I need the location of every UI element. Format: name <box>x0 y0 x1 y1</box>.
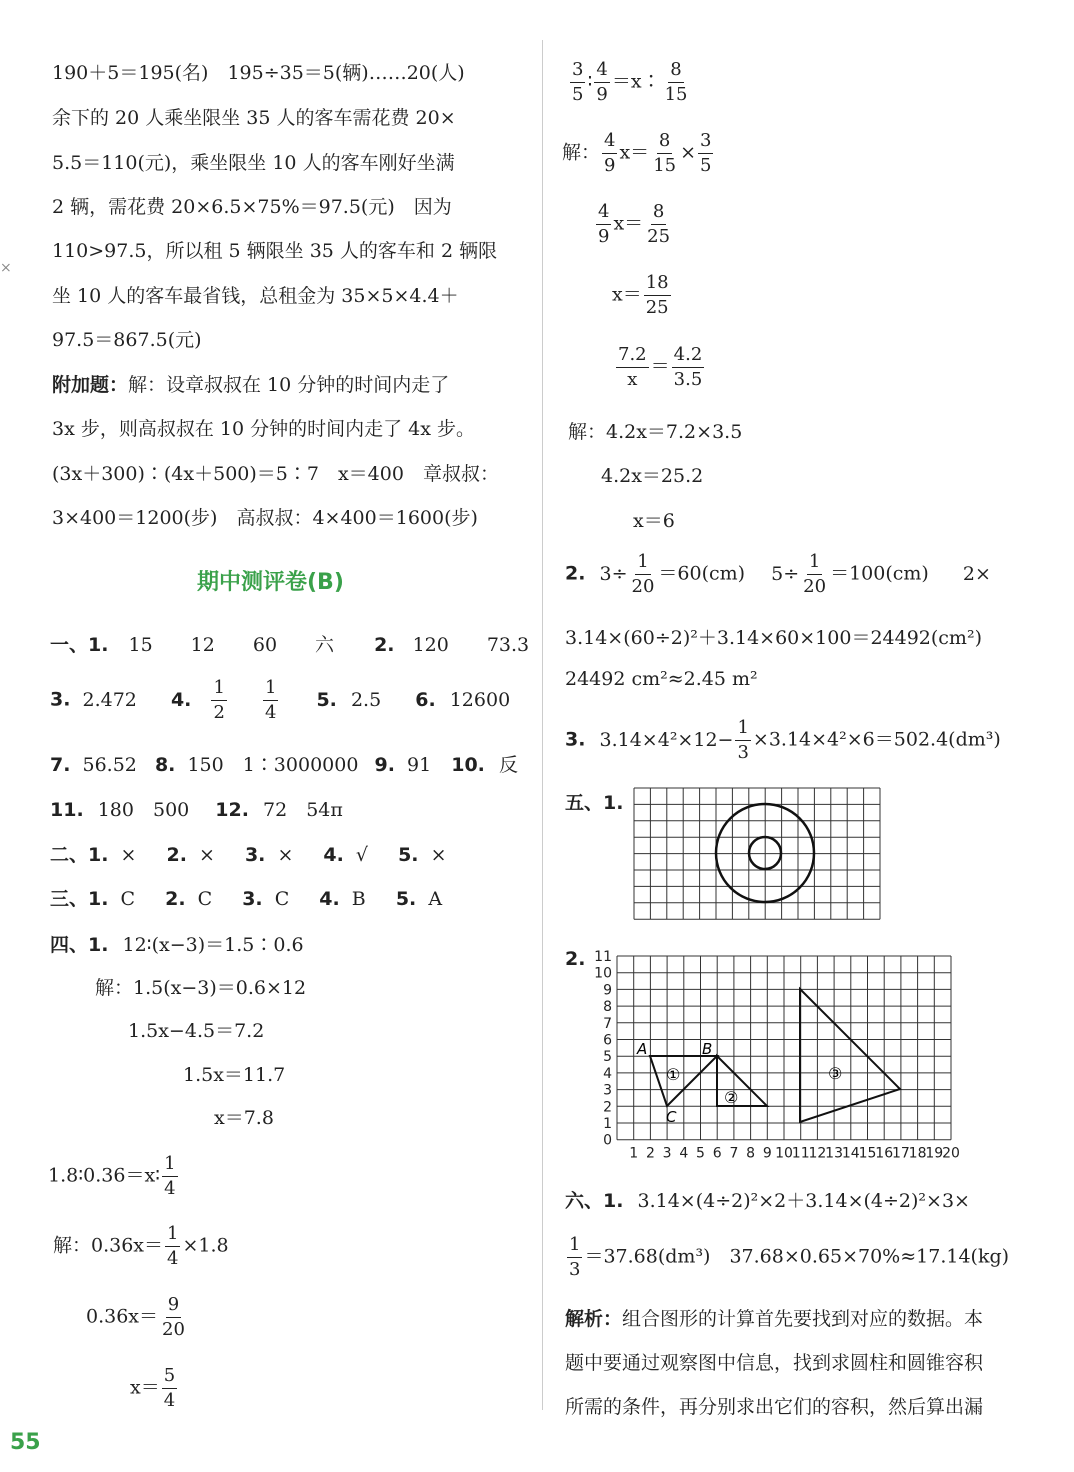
answer: 12600 <box>449 688 511 711</box>
equation-step: x＝7.8 <box>214 1107 274 1129</box>
coordinate-grid <box>590 944 970 1164</box>
page-number: 55 <box>10 1430 41 1455</box>
section-label: 三、 <box>50 888 89 910</box>
equation-step: 解：1.5(x−3)＝0.6×12 <box>95 977 307 999</box>
question-2: 2. 3÷ $\frac{1}{20}$ ＝60(cm) 5÷ $\frac{1}{20}$ ＝100(cm) 2× <box>565 551 991 597</box>
equation-step: 1.5x−4.5＝7.2 <box>128 1020 265 1042</box>
label-shape-3: ③ <box>828 1064 843 1083</box>
x-tick-label: 19 <box>925 1145 944 1162</box>
section-title: 期中测评卷(B) <box>197 570 344 595</box>
text-line: 3x 步，则高叔叔在 10 分钟的时间内走了 4x 步。 <box>52 418 475 440</box>
text-line: 110>97.5，所以租 5 辆限坐 35 人的客车和 2 辆限 <box>52 240 498 262</box>
equation-step: 1.5x＝11.7 <box>183 1064 286 1086</box>
x-tick-label: 17 <box>891 1145 910 1162</box>
x-tick-label: 9 <box>762 1145 772 1162</box>
x-tick-label: 11 <box>791 1145 810 1162</box>
label-b: B <box>702 1040 713 1058</box>
circle-grid <box>632 786 882 920</box>
equation: $\frac{3}{5}$ ∶ $\frac{4}{9}$ ＝x∶ $\frac{8}{15}$ <box>572 59 688 105</box>
equation-step: 解：0.36x＝ $\frac{1}{4}$ ×1.8 <box>53 1223 229 1269</box>
y-tick-label: 8 <box>603 999 612 1016</box>
text-line: 解：设章叔叔在 10 分钟的时间内走了 <box>128 374 450 396</box>
label-shape-1: ① <box>666 1065 681 1084</box>
equation: 12∶(x−3)＝1.5∶0.6 <box>122 934 304 956</box>
fraction: $\frac{1}{2}$ <box>213 677 225 723</box>
x-tick-label: 15 <box>858 1145 877 1162</box>
x-tick-label: 18 <box>908 1145 927 1162</box>
y-tick-label: 0 <box>603 1132 612 1149</box>
label-a: A <box>637 1040 648 1058</box>
x-tick-label: 10 <box>775 1145 793 1162</box>
x-tick-label: 5 <box>696 1145 705 1162</box>
item-label: 12. <box>215 799 249 821</box>
answer-row-2 <box>50 676 510 725</box>
section-3-row: 三、1. C 2. C 3. C 4. B 5. A <box>50 888 443 910</box>
x-tick-label: 16 <box>875 1145 894 1162</box>
bonus-line <box>52 370 449 397</box>
equation-step: x＝ $\frac{5}{4}$ <box>130 1365 176 1411</box>
item-label: 5. <box>316 688 337 711</box>
item-label: 9. <box>374 754 395 776</box>
equation-step: x＝6 <box>633 510 675 532</box>
fraction: $\frac{1}{4}$ <box>264 677 277 723</box>
text-line: 所需的条件，再分别求出它们的容积，然后算出漏 <box>565 1396 984 1418</box>
item-label: 2. <box>374 634 395 656</box>
item-label: 11. <box>50 799 84 821</box>
text-line: 余下的 20 人乘坐限坐 35 人的客车需花费 20× <box>52 107 456 129</box>
x-tick-label: 20 <box>942 1145 960 1162</box>
equation-step: 0.36x＝ $\frac{9}{20}$ <box>86 1294 185 1340</box>
x-tick-label: 6 <box>712 1145 722 1162</box>
answer: 91 <box>406 754 432 776</box>
section-2-row: 二、1. × 2. × 3. × 4. √ 5. × <box>50 844 447 866</box>
answer: 15 12 60 六 <box>128 634 335 656</box>
answer: 56.52 <box>82 754 137 776</box>
x-tick-label: 1 <box>629 1145 639 1162</box>
item-label: 6. <box>415 688 436 711</box>
equation-step: $\frac{4}{9}$ x＝ $\frac{8}{25}$ <box>598 201 671 247</box>
label-shape-2: ② <box>724 1088 739 1107</box>
edge-marks: × <box>0 260 12 276</box>
equation: $\frac{7.2}{x}$ ＝ $\frac{4.2}{3.5}$ <box>618 344 703 390</box>
fraction: $\frac{1}{4}$ <box>164 1153 176 1199</box>
answer: 2.5 <box>350 688 382 711</box>
text-line: 97.5＝867.5(元) <box>52 329 202 351</box>
item-label: 3. <box>50 688 71 711</box>
fraction: $\frac{1}{4}$ <box>167 1223 179 1269</box>
answer-row-4 <box>50 795 343 822</box>
x-tick-label: 8 <box>746 1145 756 1162</box>
text-line: (3x＋300)∶(4x＋500)＝5∶7 x＝400 章叔叔： <box>52 463 499 485</box>
y-tick-label: 1 <box>603 1116 612 1132</box>
y-tick-label: 5 <box>603 1049 612 1066</box>
item-label: 一、1. <box>50 634 109 656</box>
answer: 120 73.3 <box>412 634 530 656</box>
text-line: 2 辆，需花费 20×6.5×75%＝97.5(元) 因为 <box>52 196 452 218</box>
text-line: 190＋5＝195(名) 195÷35＝5(辆)……20(人) <box>52 62 465 84</box>
equation-step: x＝ $\frac{18}{25}$ <box>612 272 669 318</box>
fraction: $\frac{9}{20}$ <box>162 1294 185 1340</box>
text-line: 24492 cm²≈2.45 m² <box>565 668 758 690</box>
y-tick-label: 4 <box>603 1065 612 1082</box>
x-tick-label: 14 <box>841 1145 860 1162</box>
text-line: 5.5＝110(元)，乘坐限坐 10 人的客车刚好坐满 <box>52 152 455 174</box>
answer: 反 <box>498 754 518 776</box>
text-line: 3.14×(60÷2)²＋3.14×60×100＝24492(cm²) <box>565 627 982 649</box>
section-6-line: 六、1. 3.14×(4÷2)²×2＋3.14×(4÷2)²×3× <box>565 1190 970 1212</box>
y-tick-label: 6 <box>603 1032 612 1049</box>
equation-step: 解：4.2x＝7.2×3.5 <box>568 421 743 443</box>
y-tick-label: 3 <box>603 1082 612 1099</box>
bonus-label: 附加题： <box>52 374 129 396</box>
triangle-3 <box>800 989 900 1122</box>
x-tick-label: 3 <box>662 1145 672 1162</box>
section-4-question <box>50 930 304 957</box>
answer-row-1 <box>50 630 529 657</box>
item-label: 10. <box>451 754 485 776</box>
section-label: 四、1. <box>50 934 109 956</box>
y-tick-label: 7 <box>603 1015 612 1032</box>
equation-step: 4.2x＝25.2 <box>601 465 704 487</box>
y-tick-label: 2 <box>603 1099 612 1116</box>
fraction: $\frac{5}{4}$ <box>163 1365 176 1411</box>
answer: 72 54π <box>263 799 343 821</box>
equation-step: 解： $\frac{4}{9}$ x＝ $\frac{8}{15}$ × $\frac{3}{5}$ <box>562 130 712 176</box>
answer: 180 500 <box>97 799 190 821</box>
section-label: 二、 <box>50 844 89 866</box>
section-5-label: 五、1. <box>565 792 624 814</box>
y-tick-label: 11 <box>594 949 612 965</box>
section-5-2-label: 2. <box>565 948 586 970</box>
x-tick-label: 4 <box>679 1145 689 1162</box>
item-label: 8. <box>154 754 176 776</box>
x-tick-label: 12 <box>808 1145 827 1162</box>
x-tick-label: 7 <box>729 1145 739 1162</box>
x-tick-label: 13 <box>825 1145 844 1162</box>
x-tick-label: 2 <box>645 1145 655 1162</box>
item-label: 4. <box>170 688 192 711</box>
answer-row-3 <box>50 750 518 777</box>
analysis: 解析：组合图形的计算首先要找到对应的数据。本 <box>565 1308 984 1330</box>
y-tick-label: 10 <box>594 965 612 982</box>
answer: 150 1∶3000000 <box>187 754 359 776</box>
column-divider <box>542 40 543 1410</box>
text-line: 坐 10 人的客车最省钱，总租金为 35×5×4.4＋ <box>52 285 459 307</box>
question-3: 3. 3.14×4²×12− $\frac{1}{3}$ ×3.14×4²×6＝502.4(dm³) <box>565 717 1001 763</box>
text-line: 3×400＝1200(步) 高叔叔：4×400＝1600(步) <box>52 507 478 529</box>
label-c: C <box>666 1108 677 1126</box>
section-6-line2: $\frac{1}{3}$ ＝37.68(dm³) 37.68×0.65×70%≈17.14(kg) <box>569 1234 1010 1280</box>
text-line: 题中要通过观察图中信息，找到求圆柱和圆锥容积 <box>565 1352 984 1374</box>
answer: 2.472 <box>82 688 137 711</box>
item-label: 7. <box>50 754 71 776</box>
equation-2: 1.8∶0.36＝x∶ $\frac{1}{4}$ <box>48 1153 176 1199</box>
y-tick-label: 9 <box>603 982 612 999</box>
